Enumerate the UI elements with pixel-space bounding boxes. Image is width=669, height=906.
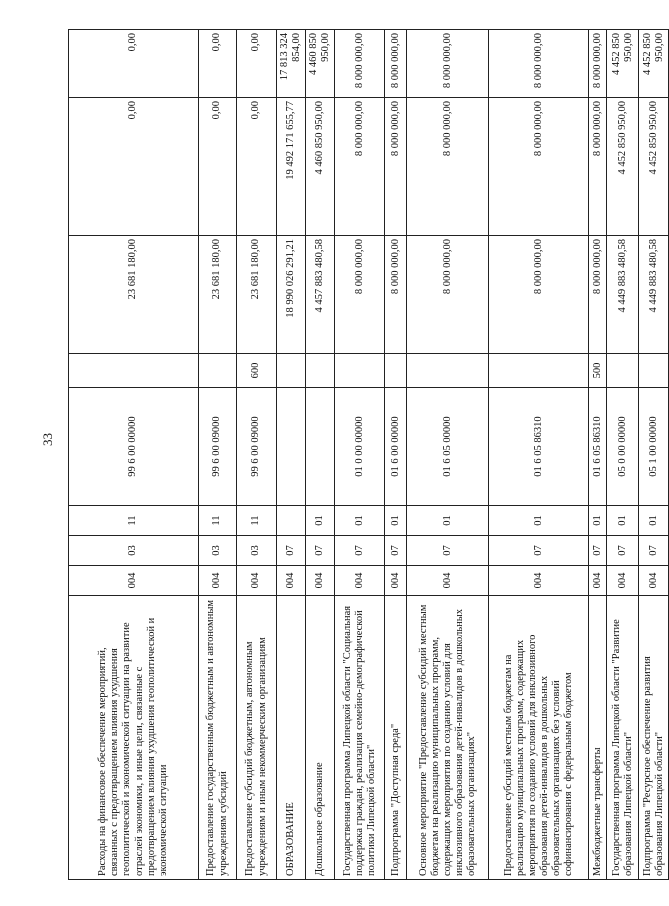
expense-type-cell [277,354,306,388]
amount-year1-cell: 8 000 000,00 [407,236,489,354]
row-name-cell: Предоставление государственным бюджетным и автономным учреждениям субсидий [199,596,237,880]
section-code-cell: 03 [69,536,199,566]
amount-year1-cell: 4 449 883 480,58 [607,236,639,354]
table-row [277,30,306,880]
amount-year2-cell: 4 452 850 950,00 [639,98,669,236]
amount-year1-cell: 23 681 180,00 [237,236,277,354]
amount-year3-cell: 8 000 000,00 [385,30,407,98]
subsection-code-cell: 01 [385,506,407,536]
amount-year1-cell: 8 000 000,00 [489,236,589,354]
subsection-code-cell: 01 [306,506,335,536]
amount-year3-cell: 17 813 324 854,00 [277,30,306,98]
row-name-cell: Межбюджетные трансферты [589,596,607,880]
target-article-cell: 05 0 00 00000 [607,388,639,506]
amount-year2-cell: 0,00 [237,98,277,236]
target-article-cell [306,388,335,506]
amount-year3-cell: 0,00 [69,30,199,98]
amount-year2-cell: 8 000 000,00 [335,98,385,236]
expense-type-cell [199,354,237,388]
amount-year1-cell: 4 457 883 480,58 [306,236,335,354]
target-article-cell: 01 6 05 86310 [589,388,607,506]
subsection-code-cell: 11 [199,506,237,536]
subsection-code-cell: 11 [69,506,199,536]
amount-year1-cell: 4 449 883 480,58 [639,236,669,354]
section-code-cell: 07 [407,536,489,566]
target-article-cell: 01 6 05 00000 [407,388,489,506]
table-body [69,30,669,880]
page-number: 33 [40,433,55,446]
budget-table [68,29,669,880]
table-row [385,30,407,880]
expense-type-cell [407,354,489,388]
amount-year3-cell: 4 452 850 950,00 [639,30,669,98]
expense-type-cell: 500 [589,354,607,388]
table-row [306,30,335,880]
ministry-code-cell: 004 [407,566,489,596]
amount-year1-cell: 8 000 000,00 [335,236,385,354]
amount-year2-cell: 8 000 000,00 [407,98,489,236]
ministry-code-cell: 004 [385,566,407,596]
amount-year3-cell: 0,00 [237,30,277,98]
amount-year2-cell: 0,00 [69,98,199,236]
subsection-code-cell: 01 [489,506,589,536]
table-row [335,30,385,880]
amount-year3-cell: 8 000 000,00 [335,30,385,98]
amount-year1-cell: 23 681 180,00 [69,236,199,354]
row-name-cell: Подпрограмма "Доступная среда" [385,596,407,880]
amount-year1-cell: 8 000 000,00 [589,236,607,354]
expense-type-cell [306,354,335,388]
ministry-code-cell: 004 [589,566,607,596]
expense-type-cell [607,354,639,388]
row-name-cell: Подпрограмма "Ресурсное обеспечение развития образования Липецкой области" [639,596,669,880]
subsection-code-cell: 01 [607,506,639,536]
expense-type-cell [385,354,407,388]
subsection-code-cell: 01 [589,506,607,536]
expense-type-cell: 600 [237,354,277,388]
row-name-cell: Дошкольное образование [306,596,335,880]
section-code-cell: 03 [199,536,237,566]
ministry-code-cell: 004 [69,566,199,596]
target-article-cell: 99 6 00 00000 [69,388,199,506]
subsection-code-cell: 01 [407,506,489,536]
expense-type-cell [69,354,199,388]
table-row [407,30,489,880]
target-article-cell [277,388,306,506]
section-code-cell: 07 [639,536,669,566]
amount-year2-cell: 19 492 171 655,77 [277,98,306,236]
row-name-cell: Государственная программа Липецкой области "Развитие образования Липецкой области" [607,596,639,880]
amount-year2-cell: 8 000 000,00 [385,98,407,236]
ministry-code-cell: 004 [489,566,589,596]
subsection-code-cell [277,506,306,536]
expense-type-cell [639,354,669,388]
table-row [199,30,237,880]
amount-year1-cell: 23 681 180,00 [199,236,237,354]
subsection-code-cell: 01 [335,506,385,536]
table-row [589,30,607,880]
amount-year3-cell: 8 000 000,00 [489,30,589,98]
amount-year3-cell: 8 000 000,00 [407,30,489,98]
ministry-code-cell: 004 [277,566,306,596]
section-code-cell: 07 [277,536,306,566]
section-code-cell: 07 [589,536,607,566]
target-article-cell: 01 6 00 00000 [385,388,407,506]
row-name-cell: Расходы на финансовое обеспечение мероприятий, связанных с предотвращением влияния ухудшения геополитической и экономической ситуации на развитие отраслей экономики, и иные цели, связанные с предотвращением влияния ухудшения геополитической и экономической ситуации [69,596,199,880]
table-row [489,30,589,880]
target-article-cell: 01 0 00 00000 [335,388,385,506]
amount-year1-cell: 18 990 026 291,21 [277,236,306,354]
amount-year3-cell: 8 000 000,00 [589,30,607,98]
row-name-cell: Государственная программа Липецкой области "Социальная поддержка граждан, реализация семейно-демографической политики Липецкой области" [335,596,385,880]
row-name-cell: Основное мероприятие "Предоставление субсидий местным бюджетам на реализацию муниципальных программ, содержащих мероприятия по созданию условий для инклюзивного образования детей-инвалидов в дошкольных образовательных организациях" [407,596,489,880]
amount-year3-cell: 0,00 [199,30,237,98]
ministry-code-cell: 004 [199,566,237,596]
amount-year2-cell: 0,00 [199,98,237,236]
table-row [607,30,639,880]
amount-year1-cell: 8 000 000,00 [385,236,407,354]
section-code-cell: 07 [607,536,639,566]
target-article-cell: 05 1 00 00000 [639,388,669,506]
section-code-cell: 07 [385,536,407,566]
table-row [237,30,277,880]
target-article-cell: 01 6 05 86310 [489,388,589,506]
ministry-code-cell: 004 [335,566,385,596]
amount-year2-cell: 4 460 850 950,00 [306,98,335,236]
section-code-cell: 07 [335,536,385,566]
target-article-cell: 99 6 00 09000 [237,388,277,506]
amount-year3-cell: 4 452 850 950,00 [607,30,639,98]
expense-type-cell [335,354,385,388]
amount-year2-cell: 8 000 000,00 [489,98,589,236]
section-code-cell: 03 [237,536,277,566]
section-code-cell: 07 [489,536,589,566]
target-article-cell: 99 6 00 09000 [199,388,237,506]
table-row [639,30,669,880]
subsection-code-cell: 01 [639,506,669,536]
ministry-code-cell: 004 [237,566,277,596]
table-row [69,30,199,880]
section-code-cell: 07 [306,536,335,566]
amount-year2-cell: 8 000 000,00 [589,98,607,236]
ministry-code-cell: 004 [639,566,669,596]
ministry-code-cell: 004 [607,566,639,596]
ministry-code-cell: 004 [306,566,335,596]
rotated-budget-table-container [68,30,665,880]
row-name-cell: Предоставление субсидий бюджетным, автономным учреждениям и иным некоммерческим организациям [237,596,277,880]
expense-type-cell [489,354,589,388]
row-name-cell: Предоставление субсидий местным бюджетам на реализацию муниципальных программ, содержащих мероприятия по созданию условий для инклюзивного образования детей-инвалидов в дошкольных образовательных организациях без условий софинансирования с федеральным бюджетом [489,596,589,880]
row-name-cell: ОБРАЗОВАНИЕ [277,596,306,880]
amount-year3-cell: 4 460 850 950,00 [306,30,335,98]
subsection-code-cell: 11 [237,506,277,536]
amount-year2-cell: 4 452 850 950,00 [607,98,639,236]
